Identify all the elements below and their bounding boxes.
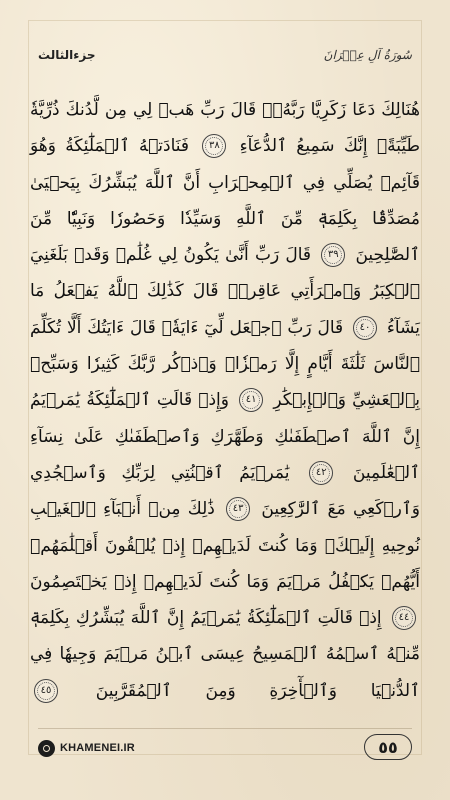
ayah-number-marker: ٤٢: [309, 461, 333, 485]
ayah-number-marker: ٤٠: [353, 316, 377, 340]
quran-text-block: [30, 92, 420, 712]
verse-42-text: وَإِذۡ قَالَتِ ٱلۡمَلَٰٓئِكَةُ يَٰمَرۡيَمُ إِنَّ ٱللَّهَ ٱصۡطَفَىٰكِ وَطَهَّرَكِ وَٱصۡطَفَىٰكِ عَلَىٰ نِسَآءِ ٱلۡعَٰلَمِينَ: [30, 390, 420, 483]
ayah-number-marker: ٤٥: [34, 679, 58, 703]
logo-text: KHAMENEI.IR: [60, 742, 135, 754]
site-logo: [38, 738, 135, 758]
verse-44-text: ذَٰلِكَ مِنۡ أَنۢبَآءِ ٱلۡغَيۡبِ نُوحِيهِ إِلَيۡكَۚ وَمَا كُنتَ لَدَيۡهِمۡ إِذۡ يُلۡقُونَ أَقۡلَٰمَهُمۡ أَيُّهُمۡ يَكۡفُلُ مَرۡيَمَ وَمَا كُنتَ لَدَيۡهِمۡ إِذۡ يَخۡتَصِمُونَ: [30, 499, 420, 592]
page-header: [38, 42, 412, 68]
verse-45-text: إِذۡ قَالَتِ ٱلۡمَلَٰٓئِكَةُ يَٰمَرۡيَمُ إِنَّ ٱللَّهَ يُبَشِّرُكِ بِكَلِمَةٖ مِّنۡهُ ٱسۡمُهُ ٱلۡمَسِيحُ عِيسَى ٱبۡنُ مَرۡيَمَ وَجِيهٗا فِي ٱلدُّنۡيَا وَٱلۡأٓخِرَةِ وَمِنَ ٱلۡمُقَرَّبِينَ: [30, 608, 420, 701]
juz-label: جزءالثالث: [38, 48, 96, 62]
verse-40-text: قَالَ رَبِّ أَنَّىٰ يَكُونُ لِي غُلَٰمٞ وَقَدۡ بَلَغَنِيَ ٱلۡكِبَرُ وَٱمۡرَأَتِي عَاقِرٞۖ قَالَ كَذَٰلِكَ ٱللَّهُ يَفۡعَلُ مَا يَشَآءُ: [30, 245, 420, 338]
verse-39-text: فَنَادَتۡهُ ٱلۡمَلَٰٓئِكَةُ وَهُوَ قَآئِمٞ يُصَلِّي فِي ٱلۡمِحۡرَابِ أَنَّ ٱللَّهَ يُبَشِّرُكَ بِيَحۡيَىٰ مُصَدِّقَۢا بِكَلِمَةٖ مِّنَ ٱللَّهِ وَسَيِّدٗا وَحَصُورٗا وَنَبِيّٗا مِّنَ ٱلصَّٰلِحِينَ: [30, 136, 421, 266]
ayah-number-marker: ٣٩: [321, 243, 345, 267]
logo-icon: [38, 740, 55, 757]
verse-38-text: هُنَالِكَ دَعَا زَكَرِيَّا رَبَّهُۥۖ قَالَ رَبِّ هَبۡ لِي مِن لَّدُنكَ ذُرِّيَّةٗ طَيِّبَةًۖ إِنَّكَ سَمِيعُ ٱلدُّعَآءِ: [30, 100, 421, 157]
ayah-number-marker: ٤٤: [392, 606, 416, 630]
page-number-badge: ٥٥: [364, 734, 412, 760]
footer-divider: [38, 728, 412, 729]
ayah-number-marker: ٤٣: [226, 497, 250, 521]
ayah-number-marker: ٤١: [239, 388, 263, 412]
surah-name: سُورَةُ آلِ عِمۡرَانَ: [323, 48, 412, 62]
ayah-number-marker: ٣٨: [202, 134, 226, 158]
verse-41-text: قَالَ رَبِّ ٱجۡعَل لِّيٓ ءَايَةٗۖ قَالَ ءَايَتُكَ أَلَّا تُكَلِّمَ ٱلنَّاسَ ثَلَٰثَةَ أَيَّامٍ إِلَّا رَمۡزٗاۗ وَٱذۡكُر رَّبَّكَ كَثِيرٗا وَسَبِّحۡ بِٱلۡعَشِيِّ وَٱلۡإِبۡكَٰرِ: [30, 317, 421, 411]
verse-43-text: يَٰمَرۡيَمُ ٱقۡنُتِي لِرَبِّكِ وَٱسۡجُدِي وَٱرۡكَعِي مَعَ ٱلرَّٰكِعِينَ: [30, 462, 421, 520]
